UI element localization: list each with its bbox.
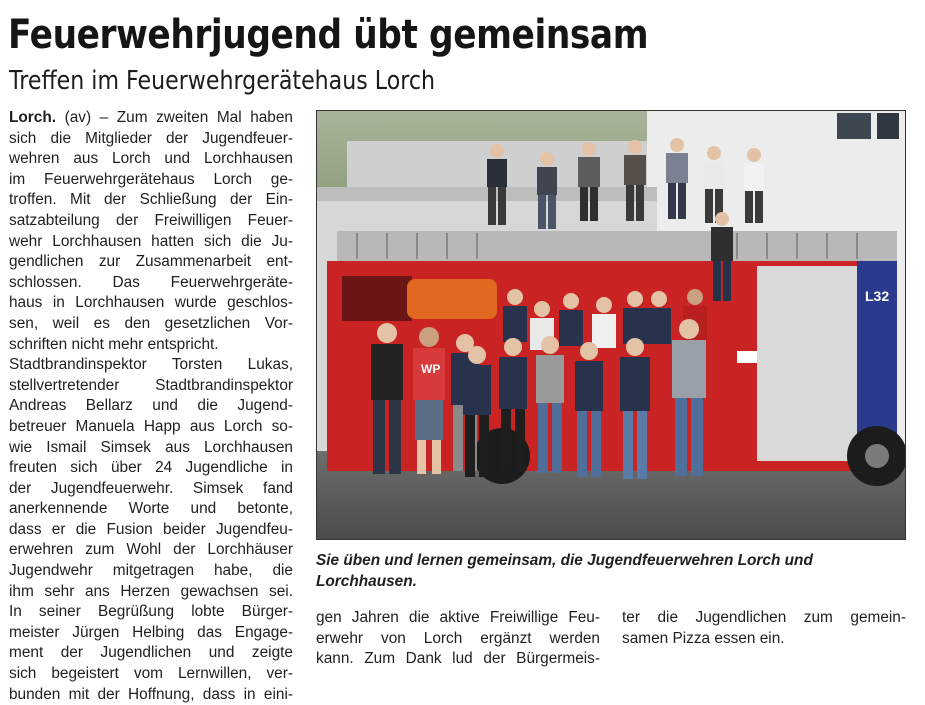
text-line: freuten sich über 24 Jugendliche in — [9, 459, 293, 477]
text-line: im Feuerwehrgerätehaus Lorch ge- — [9, 170, 293, 188]
text-line: Stadtbrandinspektor Torsten Lukas, — [9, 356, 293, 374]
text-line: betreuer Manuela Happ aus Lorch so- — [9, 417, 293, 435]
text-line: bunden mit der Hoffnung, dass in eini- — [9, 685, 293, 703]
text-line: erwehren zum Wohl der Lorchhäuser — [9, 541, 293, 559]
text-line: haus in Lorchhausen wurde geschlos- — [9, 294, 293, 312]
group-photo-illustration — [317, 111, 906, 540]
hose-bag — [407, 279, 497, 319]
text-line-content: (av) – Zum zweiten Mal haben — [56, 109, 293, 126]
cab-door — [757, 266, 857, 461]
text-line: troffen. Mit der Schließung der Ein- — [9, 191, 293, 209]
building-window — [837, 113, 871, 139]
text-line: meister Jürgen Helbing das Engage- — [9, 623, 293, 641]
text-line: anerkennende Worte und betonte, — [9, 500, 293, 518]
group-photo — [316, 110, 906, 540]
text-line: ment der Jugendlichen und zeigte — [9, 644, 293, 662]
text-line: satzabteilung der Freiwilligen Feuer- — [9, 211, 293, 229]
shirt-print: WP — [421, 362, 441, 376]
text-line: dass er die Fusion beider Jugendfeu- — [9, 520, 293, 538]
text-line: wehren aus Lorch und Lorchhausen — [9, 150, 293, 168]
text-line — [9, 108, 293, 129]
text-line: Jugendwehr mitgetragen habe, die — [9, 562, 293, 580]
text-line: wie Ismail Simsek aus Lorchhausen — [9, 438, 293, 456]
text-column-1 — [9, 108, 293, 705]
text-line: gen Jahren die aktive Freiwillige Feu- — [316, 609, 600, 626]
dateline: Lorch. — [9, 109, 57, 126]
warning-stripes — [737, 351, 757, 363]
text-line: In seiner Begrüßung lobte Bürger- — [9, 603, 293, 621]
text-line: samen Pizza essen ein. — [622, 629, 785, 647]
text-line: sich begeistert vom Lernwillen, ver- — [9, 665, 293, 683]
text-line: schriften nicht mehr entspricht. — [9, 335, 219, 353]
text-line: ter die Jugendlichen zum gemein- — [622, 609, 906, 626]
text-line: der Jugendfeuerwehr. Simsek fand — [9, 479, 293, 497]
article-headline: Feuerwehrjugend übt gemeinsam — [8, 12, 649, 58]
building-cornice — [317, 187, 657, 201]
building-window — [877, 113, 899, 139]
article-subheadline: Treffen im Feuerwehrgerätehaus Lorch — [9, 66, 435, 96]
text-line: wehr Lorchhausen hatten sich die Ju- — [9, 232, 293, 250]
text-line: schlossen. Das Feuerwehrgeräte- — [9, 273, 293, 291]
text-line: kann. Zum Dank lud der Bürgermeis- — [316, 650, 600, 668]
vehicle-marking: L32 — [865, 288, 890, 304]
text-line: Andreas Bellarz und die Jugend- — [9, 397, 293, 415]
fire-engine-ladder — [337, 231, 897, 261]
text-column-2 — [316, 608, 600, 670]
equipment-rack — [342, 276, 412, 321]
photo-caption: Sie üben und lernen gemeinsam, die Jugendfeuerwehren Lorch und Lorchhausen. — [316, 552, 813, 590]
text-line: ihm sehr ans Herzen gewachsen sei. — [9, 582, 293, 600]
text-line: stellvertretender Stadtbrandinspektor — [9, 376, 293, 394]
text-line: sen, weil es den gesetzlichen Vor- — [9, 314, 293, 332]
text-line: gendlichen zur Zusammenarbeit ent- — [9, 253, 293, 271]
text-line: erwehr von Lorch ergänzt werden — [316, 629, 600, 647]
text-column-3 — [622, 608, 906, 649]
text-line: sich die Mitglieder der Jugendfeuer- — [9, 129, 293, 147]
wheel-hub — [865, 444, 889, 468]
